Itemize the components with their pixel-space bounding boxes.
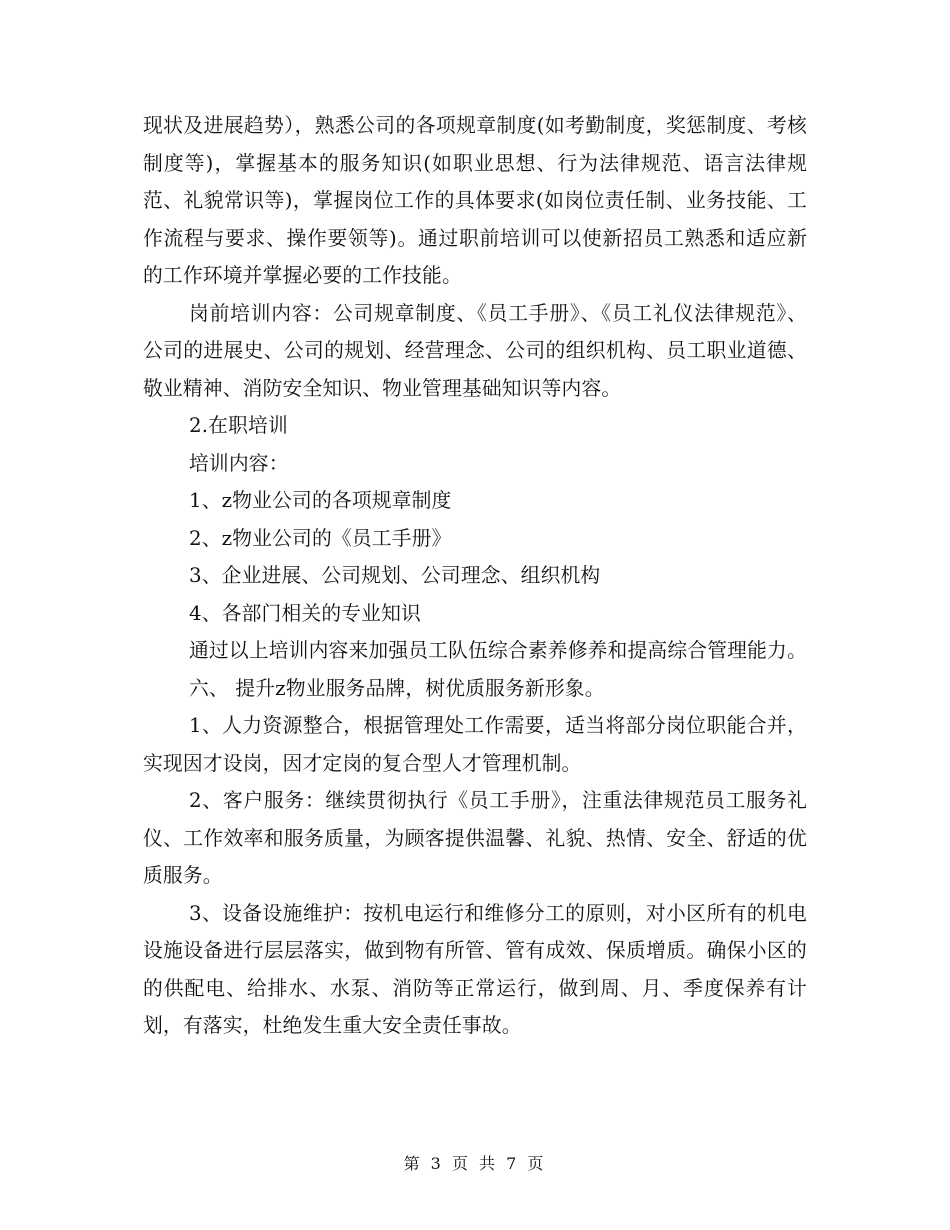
list-item-4: 4、各部门相关的专业知识 bbox=[189, 601, 421, 625]
paragraph-pre-job-training-content: 岗前培训内容：公司规章制度、《员工手册》、《员工礼仪法律规范》、公司的进展史、公司的规划、经营理念、公司的组织机构、员工职业道德、敬业精神、消防安全知识、物业管理基础知识等内容。 bbox=[143, 301, 807, 400]
list-item-3: 3、企业进展、公司规划、公司理念、组织机构 bbox=[189, 564, 601, 587]
heading-on-job-training: 2.在职培训 bbox=[189, 414, 288, 437]
paragraph-equipment-maintenance: 3、设备设施维护：按机电运行和维修分工的原则，对小区所有的机电设施设备进行层层落实，做到物有所管、管有成效、保质增质。确保小区的的供配电、给排水、水泵、消防等正常运行，做到周、月、季度保养有计划，有落实，杜绝发生重大安全责任事故。 bbox=[143, 901, 807, 1037]
label-training-content: 培训内容： bbox=[189, 451, 289, 475]
document-body bbox=[143, 107, 807, 1045]
paragraph-training-summary: 通过以上培训内容来加强员工队伍综合素养修养和提高综合管理能力。 bbox=[189, 639, 807, 662]
list-item-2: 2、z物业公司的《员工手册》 bbox=[189, 526, 452, 550]
paragraph-intro-continuation: 现状及进展趋势），熟悉公司的各项规章制度(如考勤制度，奖惩制度、考核制度等)，掌握基本的服务知识(如职业思想、行为法律规范、语言法律规范、礼貌常识等)，掌握岗位工作的具体要求(如岗位责任制、业务技能、工作流程与要求、操作要领等)。通过职前培训可以使新招员工熟悉和适应新的工作环境并掌握必要的工作技能。 bbox=[143, 114, 807, 287]
paragraph-hr-integration: 1、人力资源整合，根据管理处工作需要，适当将部分岗位职能合并，实现因才设岗，因才定岗的复合型人才管理机制。 bbox=[143, 714, 807, 775]
list-item-1: 1、z物业公司的各项规章制度 bbox=[189, 489, 452, 512]
page-number-footer: 第 3 页 共 7 页 bbox=[403, 1154, 547, 1173]
paragraph-customer-service: 2、客户服务：继续贯彻执行《员工手册》，注重法律规范员工服务礼仪、工作效率和服务质量，为顾客提供温馨、礼貌、热情、安全、舒适的优质服务。 bbox=[143, 789, 807, 887]
section-heading-six: 六、 提升z物业服务品牌，树优质服务新形象。 bbox=[189, 676, 605, 700]
